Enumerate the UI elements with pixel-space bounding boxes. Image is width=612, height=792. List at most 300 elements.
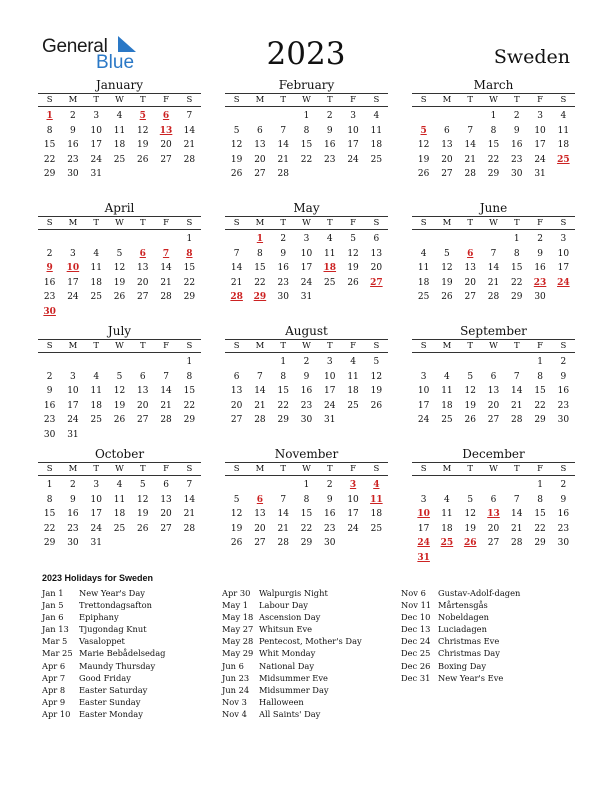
day-empty — [459, 355, 482, 370]
logo-text-general: General — [42, 36, 108, 57]
holiday-day: 27 — [370, 277, 383, 288]
weekday-label: T — [139, 95, 146, 105]
day: 16 — [324, 509, 336, 519]
day: 19 — [441, 277, 453, 288]
holiday-day: 8 — [186, 248, 193, 259]
day: 11 — [417, 263, 430, 273]
day: 4 — [420, 248, 427, 259]
day-empty — [248, 478, 271, 493]
month-september — [412, 324, 575, 428]
day: 23 — [300, 400, 313, 411]
weekday-label: T — [467, 341, 474, 351]
day: 31 — [534, 169, 546, 179]
holiday-day: 5 — [139, 111, 146, 121]
day: 11 — [347, 371, 359, 382]
day: 2 — [303, 357, 310, 367]
day: 30 — [324, 538, 336, 548]
holiday-row — [42, 660, 166, 672]
day: 24 — [67, 292, 79, 302]
day: 19 — [230, 154, 243, 165]
day: 18 — [113, 509, 126, 519]
weekday-label: S — [46, 218, 53, 228]
holiday-name: Epiphany — [79, 612, 119, 623]
day: 12 — [113, 263, 126, 273]
holiday-date: Jan 5 — [42, 600, 64, 611]
holiday-name: Ascension Day — [259, 612, 321, 623]
day: 18 — [347, 386, 359, 396]
holiday-name: Pentecost, Mother's Day — [259, 636, 362, 647]
weekday-label: F — [537, 218, 544, 228]
day-empty — [38, 232, 61, 247]
day-empty — [38, 355, 61, 370]
day: 6 — [139, 371, 146, 382]
day: 28 — [183, 154, 196, 165]
day-grid — [38, 232, 201, 319]
day: 29 — [183, 415, 196, 425]
holiday-row — [401, 660, 520, 672]
day: 18 — [113, 140, 126, 150]
day: 5 — [139, 480, 146, 490]
weekday-header — [38, 93, 201, 107]
day: 22 — [300, 154, 313, 165]
day: 15 — [511, 263, 523, 273]
weekday-label: S — [560, 218, 567, 228]
day: 22 — [183, 277, 196, 288]
holiday-row — [42, 708, 166, 720]
day: 10 — [534, 125, 546, 136]
weekday-label: F — [163, 464, 170, 474]
holiday-date: Jun 24 — [222, 684, 250, 695]
calendar-country: Sweden — [493, 46, 570, 68]
day-empty — [435, 232, 458, 247]
day: 5 — [467, 494, 474, 505]
day: 7 — [467, 125, 474, 136]
month-title: April — [104, 201, 135, 215]
day: 7 — [186, 111, 193, 121]
weekday-label: T — [280, 464, 287, 474]
holiday-row — [401, 635, 520, 647]
weekday-header — [412, 216, 575, 230]
day: 8 — [537, 371, 543, 382]
day: 21 — [487, 277, 500, 288]
day: 24 — [417, 415, 430, 425]
day: 5 — [233, 494, 240, 505]
day: 19 — [347, 263, 359, 273]
day: 6 — [490, 371, 497, 382]
holiday-day: 24 — [417, 538, 430, 548]
day: 30 — [67, 169, 79, 179]
day: 7 — [257, 371, 263, 382]
day: 18 — [370, 140, 383, 150]
day: 6 — [490, 494, 497, 505]
day: 23 — [511, 154, 523, 165]
holiday-name: Walpurgis Night — [259, 588, 328, 598]
day: 3 — [93, 111, 100, 121]
holiday-day: 7 — [162, 248, 170, 259]
day: 15 — [277, 386, 289, 396]
holiday-date: May 27 — [222, 624, 254, 635]
month-title: June — [479, 201, 508, 215]
day: 29 — [511, 292, 523, 302]
day: 12 — [441, 263, 453, 273]
day: 8 — [257, 248, 263, 259]
day-empty — [248, 109, 271, 124]
holiday-name: Good Friday — [79, 672, 131, 683]
day: 29 — [43, 169, 56, 179]
holiday-name: All Saints' Day — [259, 708, 321, 719]
holiday-row — [401, 611, 520, 623]
day: 13 — [441, 140, 453, 150]
holiday-day: 3 — [349, 480, 357, 490]
day: 8 — [513, 248, 520, 259]
holiday-date: May 1 — [222, 600, 249, 611]
day-empty — [435, 109, 458, 124]
day: 6 — [233, 371, 240, 382]
day: 30 — [534, 292, 546, 302]
day: 11 — [90, 386, 102, 396]
weekday-label: S — [233, 341, 240, 351]
day: 2 — [513, 111, 520, 121]
holiday-date: Apr 7 — [42, 672, 66, 683]
holiday-day: 28 — [230, 292, 243, 302]
day: 8 — [186, 371, 193, 382]
day-empty — [85, 355, 108, 370]
holiday-day: 1 — [256, 234, 264, 244]
day: 31 — [67, 429, 79, 440]
weekday-label: S — [46, 341, 53, 351]
day: 27 — [160, 154, 172, 165]
holiday-date: Dec 13 — [401, 624, 431, 635]
holiday-row — [222, 672, 362, 684]
day: 15 — [300, 140, 313, 150]
day: 4 — [373, 111, 380, 121]
day: 1 — [280, 357, 287, 367]
day: 10 — [67, 386, 79, 396]
day: 28 — [487, 292, 500, 302]
holiday-name: Whitsun Eve — [259, 624, 313, 635]
day: 8 — [537, 494, 543, 505]
weekday-label: T — [467, 95, 474, 105]
day: 10 — [347, 494, 359, 505]
day: 24 — [347, 154, 359, 165]
day: 11 — [370, 125, 383, 136]
holiday-day: 6 — [467, 248, 474, 259]
weekday-header — [225, 462, 388, 476]
holiday-date: Apr 9 — [42, 696, 66, 707]
day: 22 — [43, 523, 56, 534]
holiday-row — [42, 587, 166, 599]
weekday-label: F — [350, 218, 357, 228]
weekday-label: T — [93, 95, 100, 105]
day-grid — [412, 232, 575, 305]
day: 22 — [487, 154, 500, 165]
day: 14 — [254, 386, 266, 396]
holiday-day: 29 — [253, 292, 267, 302]
holiday-date: May 29 — [222, 648, 254, 659]
day: 4 — [93, 371, 100, 382]
weekday-label: W — [115, 95, 124, 105]
day: 13 — [254, 140, 266, 150]
holiday-day: 31 — [417, 552, 430, 563]
weekday-label: F — [163, 95, 170, 105]
day: 20 — [464, 277, 476, 288]
holiday-day: 9 — [46, 263, 53, 273]
holiday-row — [42, 696, 166, 708]
holiday-row — [222, 660, 362, 672]
weekday-label: W — [302, 95, 311, 105]
weekday-label: W — [302, 218, 311, 228]
day: 18 — [417, 277, 430, 288]
holiday-name: Luciadagen — [438, 624, 487, 635]
day-empty — [154, 232, 177, 247]
weekday-label: S — [233, 464, 240, 474]
month-title: November — [274, 447, 339, 461]
holiday-row — [222, 587, 362, 599]
day: 29 — [43, 538, 56, 548]
day: 14 — [183, 125, 196, 136]
day: 17 — [557, 263, 570, 273]
day: 26 — [347, 277, 359, 288]
holiday-date: Dec 25 — [401, 648, 431, 659]
day-empty — [131, 355, 154, 370]
day-empty — [154, 355, 177, 370]
day: 11 — [90, 263, 102, 273]
day: 2 — [560, 357, 567, 367]
day: 20 — [441, 154, 453, 165]
weekday-label: W — [489, 341, 498, 351]
holiday-date: Nov 4 — [222, 708, 247, 719]
day: 12 — [347, 248, 359, 259]
day: 15 — [487, 140, 500, 150]
day: 21 — [464, 154, 476, 165]
day: 23 — [43, 292, 56, 302]
holiday-row — [401, 647, 520, 659]
month-june — [412, 201, 575, 305]
day: 13 — [487, 386, 500, 396]
day: 7 — [280, 494, 287, 505]
day-grid — [412, 109, 575, 182]
day: 20 — [160, 509, 172, 519]
day: 8 — [303, 125, 310, 136]
day: 11 — [324, 248, 336, 259]
holiday-day: 6 — [162, 111, 170, 121]
day: 15 — [534, 386, 546, 396]
holiday-name: Midsummer Eve — [259, 672, 328, 683]
month-november — [225, 447, 388, 551]
day-empty — [505, 355, 528, 370]
day: 4 — [93, 248, 100, 259]
day: 9 — [560, 371, 567, 382]
day: 27 — [230, 415, 243, 425]
day: 20 — [254, 523, 266, 534]
day: 17 — [347, 140, 359, 150]
day-empty — [225, 109, 248, 124]
month-april — [38, 201, 201, 319]
day: 3 — [350, 111, 356, 121]
day: 6 — [373, 234, 380, 244]
day: 8 — [303, 494, 310, 505]
weekday-label: F — [350, 341, 357, 351]
day: 20 — [254, 154, 266, 165]
day: 22 — [43, 154, 56, 165]
day: 19 — [137, 140, 149, 150]
holiday-date: Nov 3 — [222, 696, 247, 707]
day: 31 — [90, 538, 102, 548]
day: 9 — [513, 125, 520, 136]
day: 29 — [300, 538, 313, 548]
day: 7 — [280, 125, 287, 136]
day: 12 — [230, 140, 243, 150]
day: 1 — [186, 357, 193, 367]
weekday-label: T — [467, 464, 474, 474]
holiday-day: 10 — [66, 263, 80, 273]
weekday-label: S — [46, 464, 53, 474]
day: 5 — [350, 234, 356, 244]
day: 31 — [324, 415, 336, 425]
day: 12 — [113, 386, 126, 396]
day: 1 — [537, 480, 543, 490]
day-grid — [225, 232, 388, 305]
month-title: March — [473, 78, 514, 92]
weekday-label: T — [139, 341, 146, 351]
day: 1 — [537, 357, 543, 367]
day: 20 — [370, 263, 383, 273]
weekday-header — [412, 339, 575, 353]
day: 7 — [513, 371, 520, 382]
day: 9 — [70, 494, 76, 505]
day-grid — [412, 478, 575, 565]
weekday-label: S — [420, 464, 427, 474]
day: 16 — [43, 400, 56, 411]
month-title: February — [278, 78, 335, 92]
day: 14 — [511, 386, 523, 396]
day-empty — [225, 478, 248, 493]
weekday-label: S — [420, 341, 427, 351]
day: 15 — [254, 263, 266, 273]
day: 1 — [303, 480, 310, 490]
weekday-label: S — [560, 95, 567, 105]
day: 19 — [137, 509, 149, 519]
month-title: December — [462, 447, 525, 461]
weekday-label: T — [513, 464, 520, 474]
day: 7 — [490, 248, 497, 259]
day: 11 — [441, 509, 453, 519]
day: 22 — [183, 400, 196, 411]
holiday-name: Tjugondag Knut — [79, 624, 147, 635]
holiday-date: Mar 25 — [42, 648, 73, 659]
day-empty — [459, 478, 482, 493]
holiday-row — [42, 672, 166, 684]
weekday-label: W — [489, 464, 498, 474]
day-empty — [412, 109, 435, 124]
holiday-name: Boxing Day — [438, 660, 487, 671]
day: 25 — [347, 400, 359, 411]
day-empty — [482, 478, 505, 493]
holiday-name: Marie Bebådelsedag — [79, 648, 166, 659]
day: 9 — [280, 248, 287, 259]
holiday-day: 26 — [463, 538, 477, 548]
day: 16 — [300, 386, 313, 396]
day: 2 — [70, 480, 76, 490]
day: 25 — [370, 154, 383, 165]
day: 21 — [183, 140, 196, 150]
holiday-name: Easter Saturday — [79, 684, 148, 695]
holiday-row — [222, 599, 362, 611]
month-title: October — [94, 447, 145, 461]
day: 27 — [464, 292, 476, 302]
weekday-label: F — [537, 464, 544, 474]
weekday-label: M — [255, 464, 265, 474]
weekday-label: W — [115, 464, 124, 474]
weekday-header — [412, 462, 575, 476]
day: 2 — [537, 234, 543, 244]
day-empty — [248, 355, 271, 370]
day: 10 — [557, 248, 570, 259]
day: 5 — [373, 357, 380, 367]
day: 19 — [230, 523, 243, 534]
holiday-row — [42, 684, 166, 696]
day: 23 — [43, 415, 56, 425]
day-grid — [412, 355, 575, 428]
day: 5 — [233, 125, 240, 136]
day: 15 — [183, 386, 196, 396]
holiday-row — [222, 635, 362, 647]
weekday-label: F — [163, 218, 170, 228]
day: 22 — [534, 400, 546, 411]
day: 12 — [137, 125, 149, 136]
weekday-label: S — [233, 218, 240, 228]
day-empty — [272, 109, 295, 124]
weekday-label: T — [280, 95, 287, 105]
weekday-label: M — [442, 95, 452, 105]
day: 6 — [257, 125, 263, 136]
day: 8 — [280, 371, 287, 382]
holiday-list-column-3 — [401, 587, 520, 684]
day: 18 — [441, 523, 453, 534]
weekday-label: T — [93, 341, 100, 351]
holiday-name: Easter Monday — [79, 708, 143, 719]
weekday-label: W — [302, 464, 311, 474]
weekday-label: S — [373, 341, 380, 351]
day: 1 — [513, 234, 520, 244]
day: 23 — [324, 523, 336, 534]
day-grid — [38, 109, 201, 182]
weekday-label: M — [255, 341, 265, 351]
day: 12 — [370, 371, 383, 382]
day: 18 — [370, 509, 383, 519]
day: 30 — [511, 169, 523, 179]
day-grid — [225, 478, 388, 551]
day: 23 — [67, 523, 79, 534]
day: 23 — [277, 277, 289, 288]
month-december — [412, 447, 575, 565]
day: 25 — [370, 523, 383, 534]
day: 21 — [160, 277, 172, 288]
day: 18 — [441, 400, 453, 411]
day: 13 — [137, 263, 149, 273]
day: 22 — [300, 523, 313, 534]
day: 25 — [90, 415, 102, 425]
day: 16 — [534, 263, 546, 273]
day: 18 — [90, 400, 102, 411]
holiday-date: Jan 13 — [42, 624, 69, 635]
weekday-header — [225, 93, 388, 107]
day: 9 — [560, 494, 567, 505]
day: 16 — [43, 277, 56, 288]
day: 22 — [511, 277, 523, 288]
day: 3 — [560, 234, 567, 244]
day: 14 — [511, 509, 523, 519]
